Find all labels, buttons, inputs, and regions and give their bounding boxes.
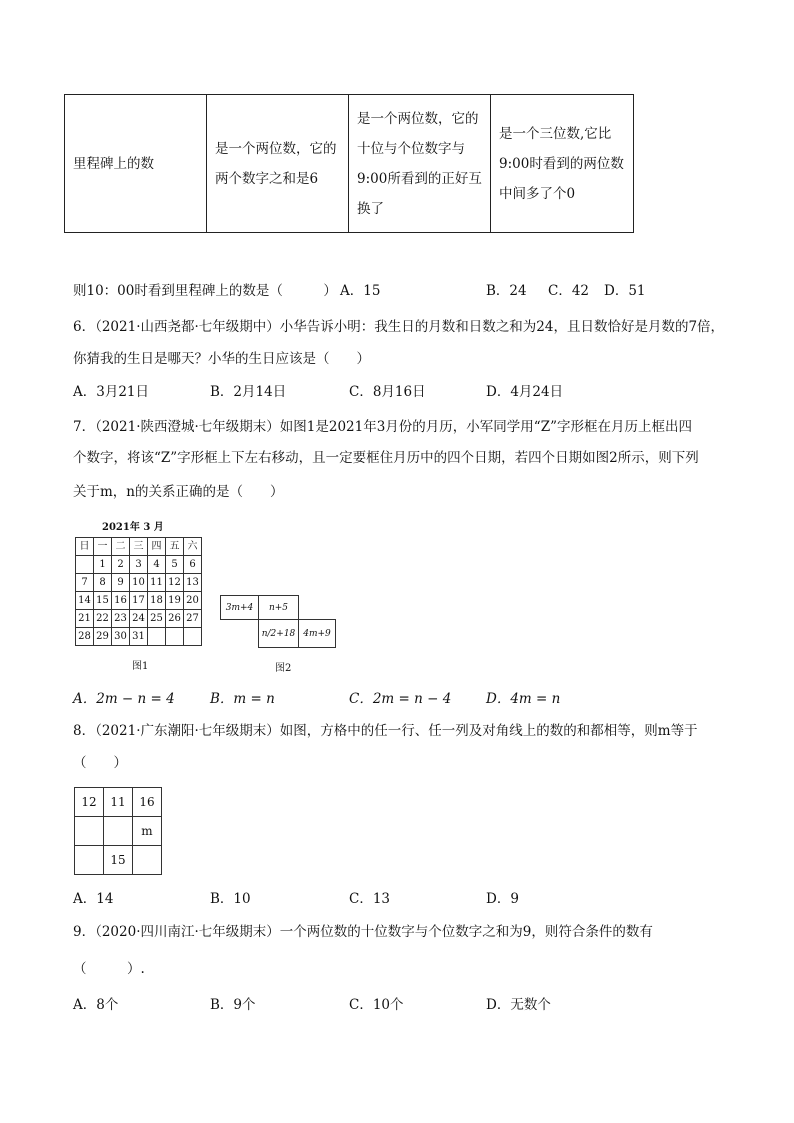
date-cell: 19 <box>166 592 184 610</box>
date-cell: 5 <box>166 556 184 574</box>
table-cell: 是一个两位数，它的两个数字之和是6 <box>207 95 349 233</box>
date-cell: 29 <box>94 628 112 646</box>
date-cell: 25 <box>148 610 166 628</box>
square-cell: 12 <box>75 788 104 817</box>
magic-square <box>74 787 162 875</box>
calendar-fig1 <box>75 537 202 646</box>
q9-option-c[interactable]: C．10个 <box>349 997 404 1013</box>
q6-option-b[interactable]: B．2月14日 <box>210 384 287 400</box>
weekday-cell: 一 <box>94 538 112 556</box>
date-cell: 18 <box>148 592 166 610</box>
q8-line1: 8．（2021·广东潮阳·七年级期末）如图，方格中的任一行、任一列及对角线上的数的和都相等，则m等于 <box>73 723 698 739</box>
date-cell: 4 <box>148 556 166 574</box>
weekday-cell: 四 <box>148 538 166 556</box>
q6-line2: 你猜我的生日是哪天？小华的生日应该是（ ） <box>73 351 370 367</box>
table-cell: 是一个三位数,它比9:00时看到的两位数中间多了个0 <box>491 95 634 233</box>
q8-option-d[interactable]: D．9 <box>486 891 519 907</box>
q7-option-d[interactable]: D．4m = n <box>486 691 561 707</box>
q5-option-d[interactable]: D．51 <box>604 283 646 299</box>
q6-line1: 6．（2021·山西尧都·七年级期中）小华告诉小明：我生日的月数和日数之和为24，且日数恰好是月数的7倍， <box>73 319 725 335</box>
date-cell: 30 <box>112 628 130 646</box>
q9-option-b[interactable]: B．9个 <box>210 997 256 1013</box>
fig2-cell: 4m+9 <box>298 619 336 648</box>
q5-stem: 则10：00时看到里程碑上的数是（ ） <box>73 283 337 299</box>
square-cell <box>75 846 104 875</box>
date-cell: 1 <box>94 556 112 574</box>
date-cell: 21 <box>76 610 94 628</box>
q6-option-d[interactable]: D．4月24日 <box>486 384 564 400</box>
q6-option-c[interactable]: C．8月16日 <box>349 384 426 400</box>
q8-option-b[interactable]: B．10 <box>210 891 251 907</box>
fig2-cell: n/2+18 <box>258 619 299 648</box>
weekday-cell: 日 <box>76 538 94 556</box>
weekday-cell: 五 <box>166 538 184 556</box>
fig2-cell: n+5 <box>258 595 299 620</box>
date-cell <box>184 628 202 646</box>
q5-option-a[interactable]: A．15 <box>340 283 381 299</box>
date-cell: 6 <box>184 556 202 574</box>
date-cell: 28 <box>76 628 94 646</box>
date-cell: 10 <box>130 574 148 592</box>
calendar-title: 2021年 3 月 <box>102 522 164 533</box>
q7-option-a[interactable]: A．2m − n = 4 <box>73 691 175 707</box>
q5-option-c[interactable]: C．42 <box>548 283 590 299</box>
weekday-cell: 二 <box>112 538 130 556</box>
q6-option-a[interactable]: A．3月21日 <box>73 384 150 400</box>
date-cell <box>148 628 166 646</box>
date-cell: 31 <box>130 628 148 646</box>
square-cell <box>75 817 104 846</box>
date-cell <box>76 556 94 574</box>
table-cell: 是一个两位数，它的十位与个位数字与9:00所看到的正好互换了 <box>349 95 491 233</box>
q9-line2: （ ）. <box>73 961 145 977</box>
date-cell: 14 <box>76 592 94 610</box>
q7-line2: 个数字，将该“Z”字形框上下左右移动，且一定要框住月历中的四个日期，若四个日期如图2所示，则下列 <box>73 450 699 466</box>
milestone-table <box>64 94 634 233</box>
date-cell: 8 <box>94 574 112 592</box>
q7-line1: 7．（2021·陕西澄城·七年级期末）如图1是2021年3月份的月历，小军同学用“Z”字形框在月历上框出四 <box>73 419 692 435</box>
q7-option-b[interactable]: B．m = n <box>210 691 275 707</box>
date-cell: 24 <box>130 610 148 628</box>
date-cell: 7 <box>76 574 94 592</box>
table-cell: 里程碑上的数 <box>65 95 207 233</box>
square-cell: 16 <box>133 788 162 817</box>
q7-line3: 关于m，n的关系正确的是（ ） <box>73 484 284 500</box>
date-cell: 26 <box>166 610 184 628</box>
square-cell: m <box>133 817 162 846</box>
weekday-cell: 六 <box>184 538 202 556</box>
q9-option-a[interactable]: A．8个 <box>73 997 119 1013</box>
q7-option-c[interactable]: C．2m = n − 4 <box>349 691 452 707</box>
fig2-cell: 3m+4 <box>220 595 259 620</box>
date-cell: 2 <box>112 556 130 574</box>
fig2-caption: 图2 <box>275 663 292 674</box>
date-cell <box>166 628 184 646</box>
weekday-cell: 三 <box>130 538 148 556</box>
date-cell: 15 <box>94 592 112 610</box>
date-cell: 3 <box>130 556 148 574</box>
q8-option-a[interactable]: A．14 <box>73 891 114 907</box>
date-cell: 12 <box>166 574 184 592</box>
date-cell: 13 <box>184 574 202 592</box>
date-cell: 22 <box>94 610 112 628</box>
square-cell <box>133 846 162 875</box>
date-cell: 9 <box>112 574 130 592</box>
fig1-caption: 图1 <box>132 661 149 672</box>
date-cell: 16 <box>112 592 130 610</box>
square-cell <box>104 817 133 846</box>
q9-option-d[interactable]: D．无数个 <box>486 997 551 1013</box>
q8-line2: （ ） <box>73 755 127 771</box>
date-cell: 23 <box>112 610 130 628</box>
square-cell: 15 <box>104 846 133 875</box>
date-cell: 27 <box>184 610 202 628</box>
date-cell: 11 <box>148 574 166 592</box>
q8-option-c[interactable]: C．13 <box>349 891 391 907</box>
date-cell: 20 <box>184 592 202 610</box>
date-cell: 17 <box>130 592 148 610</box>
q5-option-b[interactable]: B．24 <box>486 283 527 299</box>
q9-line1: 9．（2020·四川南江·七年级期末）一个两位数的十位数字与个位数字之和为9，则符合条件的数有 <box>73 924 653 940</box>
square-cell: 11 <box>104 788 133 817</box>
